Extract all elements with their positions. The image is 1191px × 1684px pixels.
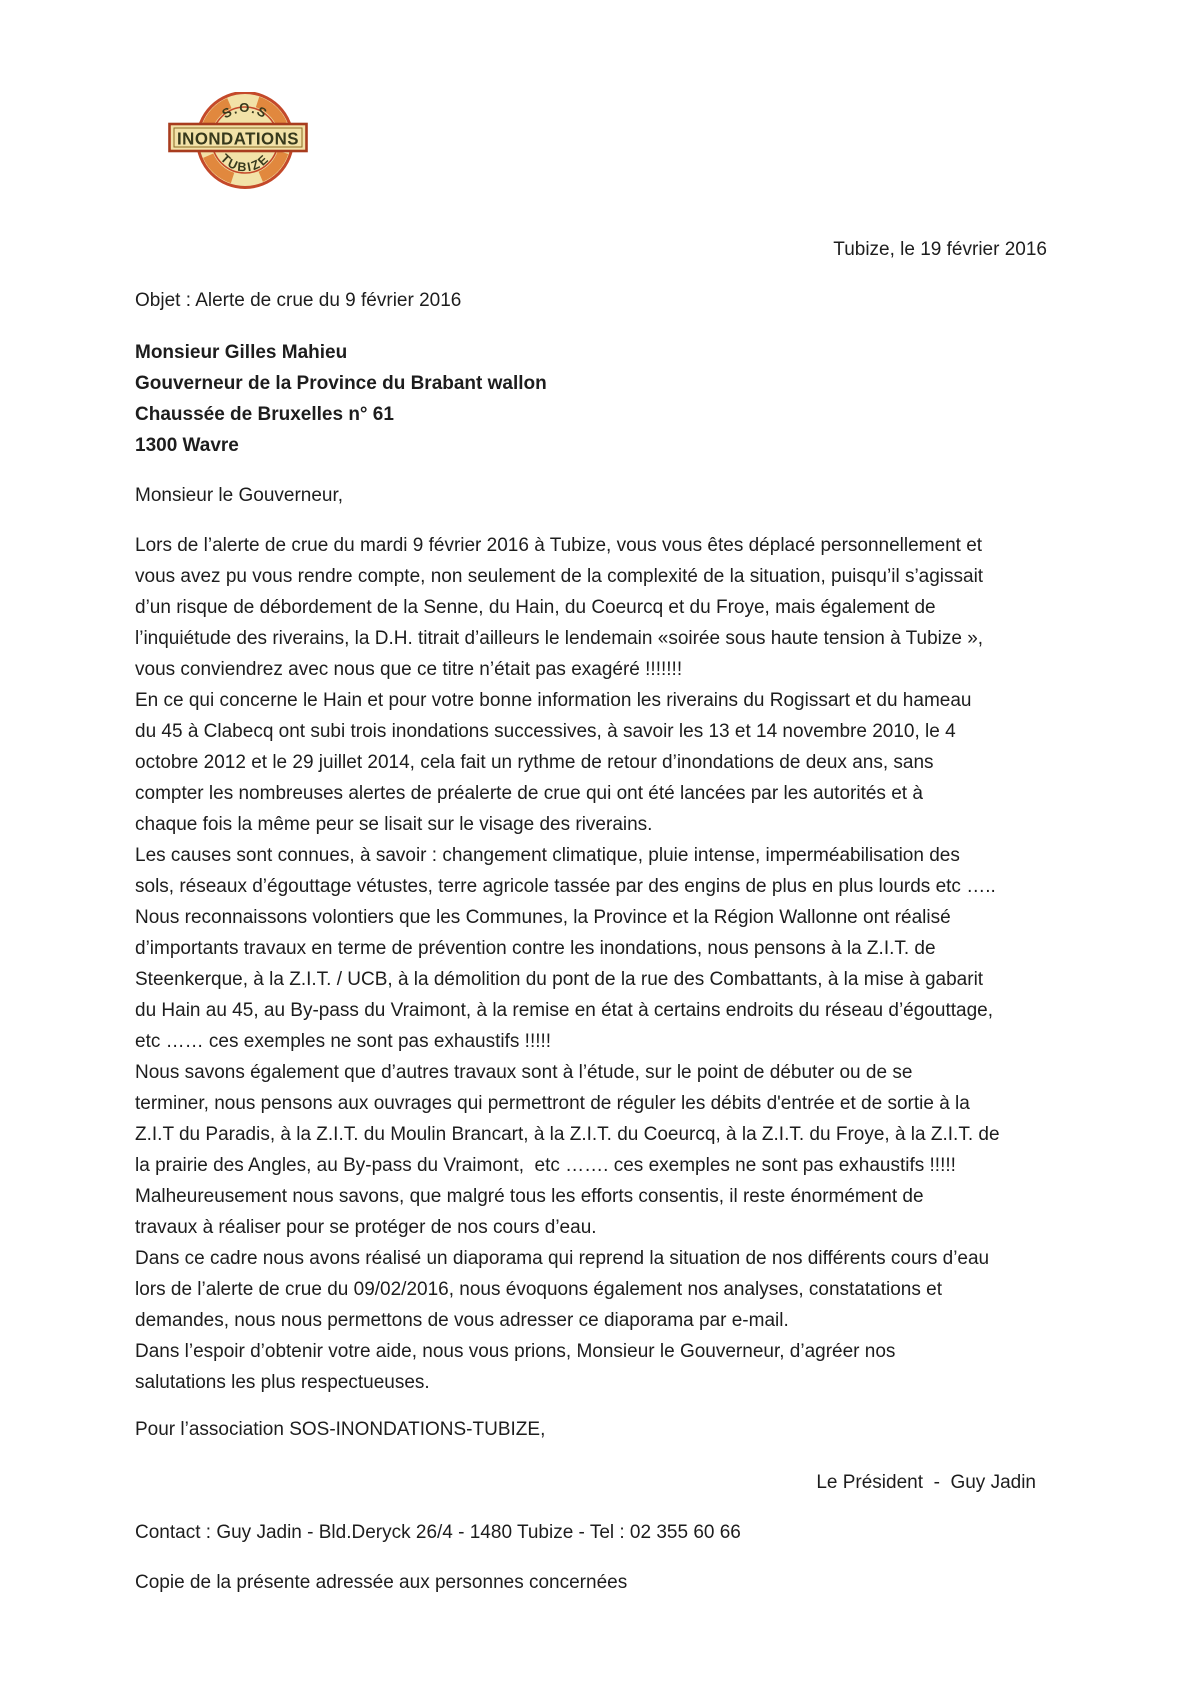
salutation-line: Monsieur le Gouverneur, [135, 485, 344, 506]
body-line: vous avez pu vous rendre compte, non seulement de la complexité de la situation, puisqu’il s’agissait [135, 566, 984, 587]
body-line: demandes, nous nous permettons de vous adresser ce diaporama par e-mail. [135, 1310, 789, 1331]
body-line: compter les nombreuses alertes de préalerte de crue qui ont été lancées par les autorités et à [135, 783, 923, 804]
date-line: Tubize, le 19 février 2016 [833, 239, 1047, 260]
body-line: Steenkerque, à la Z.I.T. / UCB, à la démolition du pont de la rue des Combattants, à la mise à gabarit [135, 969, 984, 990]
body-line: sols, réseaux d’égouttage vétustes, terre agricole tassée par des engins de plus en plus lourds etc ….. [135, 876, 996, 897]
body-line: l’inquiétude des riverains, la D.H. titrait d’ailleurs le lendemain «soirée sous haute tension à Tubize », [135, 628, 984, 649]
body-line: Nous savons également que d’autres travaux sont à l’étude, sur le point de débuter ou de se [135, 1062, 913, 1083]
body-line: etc …… ces exemples ne sont pas exhaustifs !!!!! [135, 1031, 552, 1052]
recipient-line: Chaussée de Bruxelles n° 61 [135, 404, 394, 425]
body-line: Lors de l’alerte de crue du mardi 9 février 2016 à Tubize, vous vous êtes déplacé personnellement et [135, 535, 983, 556]
recipient-line: Gouverneur de la Province du Brabant wallon [135, 373, 547, 394]
body-line: En ce qui concerne le Hain et pour votre bonne information les riverains du Rogissart et du hameau [135, 690, 972, 711]
body-line: octobre 2012 et le 29 juillet 2014, cela fait un rythme de retour d’inondations de deux ans, sans [135, 752, 934, 773]
body-line: Dans ce cadre nous avons réalisé un diaporama qui reprend la situation de nos différents cours d’eau [135, 1248, 990, 1269]
logo-sos-text: S.O.S [219, 100, 271, 122]
lifebuoy-badge-icon [168, 92, 308, 192]
body-line: la prairie des Angles, au By-pass du Vraimont, etc ……. ces exemples ne sont pas exhaustifs !!!!! [135, 1155, 956, 1176]
recipient-line: 1300 Wavre [135, 435, 239, 456]
body-line: vous conviendrez avec nous que ce titre n’était pas exagéré !!!!!!! [135, 659, 683, 680]
sos-inondations-tubize-logo [168, 92, 308, 192]
logo-inondations-text: INONDATIONS [177, 128, 299, 149]
body-line: Nous reconnaissons volontiers que les Communes, la Province et la Région Wallonne ont réalisé [135, 907, 951, 928]
body-line: du Hain au 45, au By-pass du Vraimont, à la remise en état à certains endroits du réseau d’égouttage, [135, 1000, 993, 1021]
body-line: terminer, nous pensons aux ouvrages qui permettront de réguler les débits d'entrée et de sortie à la [135, 1093, 970, 1114]
body-line: travaux à réaliser pour se protéger de nos cours d’eau. [135, 1217, 597, 1238]
body-line: Les causes sont connues, à savoir : changement climatique, pluie intense, imperméabilisation des [135, 845, 960, 866]
body-line: Dans l’espoir d’obtenir votre aide, nous vous prions, Monsieur le Gouverneur, d’agréer nos [135, 1341, 896, 1362]
recipient-block [135, 337, 547, 461]
body-line: salutations les plus respectueuses. [135, 1372, 430, 1393]
body-line: lors de l’alerte de crue du 09/02/2016, nous évoquons également nos analyses, constatations et [135, 1279, 942, 1300]
association-line: Pour l’association SOS-INONDATIONS-TUBIZE, [135, 1419, 546, 1440]
letter-body [135, 530, 1061, 1398]
body-line: d’importants travaux en terme de prévention contre les inondations, nous pensons à la Z.I.T. de [135, 938, 936, 959]
body-line: d’un risque de débordement de la Senne, du Hain, du Coeurcq et du Froye, mais également de [135, 597, 936, 618]
recipient-line: Monsieur Gilles Mahieu [135, 342, 348, 363]
signature-line: Le Président - Guy Jadin [816, 1472, 1036, 1493]
contact-line: Contact : Guy Jadin - Bld.Deryck 26/4 - 1480 Tubize - Tel : 02 355 60 66 [135, 1522, 741, 1543]
logo-tubize-text: TUBIZE [217, 151, 273, 175]
body-line: Z.I.T du Paradis, à la Z.I.T. du Moulin Brancart, à la Z.I.T. du Coeurcq, à la Z.I.T. du Froye, à la Z.I.T. de [135, 1124, 1000, 1145]
body-line: chaque fois la même peur se lisait sur le visage des riverains. [135, 814, 653, 835]
copy-note-line: Copie de la présente adressée aux personnes concernées [135, 1572, 628, 1593]
subject-line: Objet : Alerte de crue du 9 février 2016 [135, 290, 462, 311]
body-line: Malheureusement nous savons, que malgré tous les efforts consentis, il reste énormément de [135, 1186, 924, 1207]
body-line: du 45 à Clabecq ont subi trois inondations successives, à savoir les 13 et 14 novembre 2010, le 4 [135, 721, 956, 742]
